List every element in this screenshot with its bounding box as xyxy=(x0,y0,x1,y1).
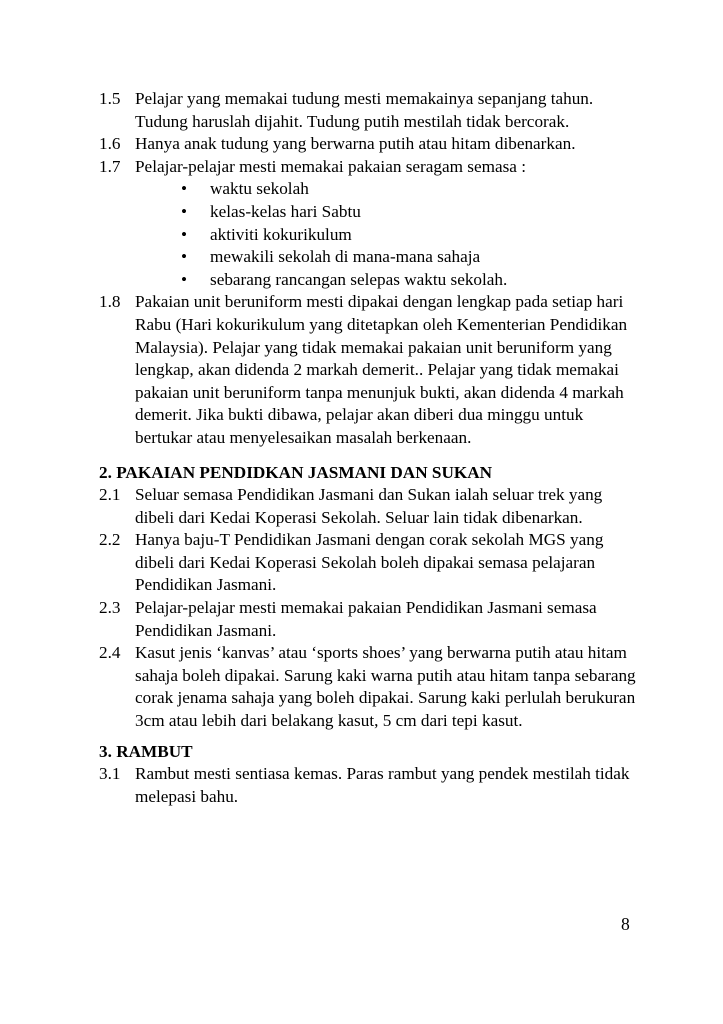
section-heading-hair: 3. RAMBUT xyxy=(99,741,193,761)
list-item-text: mewakili sekolah di mana-mana sahaja xyxy=(210,247,481,267)
item-number: 1.8 xyxy=(99,292,121,312)
list-item-text: sebarang rancangan selepas waktu sekolah. xyxy=(210,269,508,289)
item-2-3 xyxy=(99,597,639,642)
list-item-text: aktiviti kokurikulum xyxy=(210,224,352,244)
list-item-text: waktu sekolah xyxy=(210,179,309,199)
list-item xyxy=(99,201,639,224)
item-1-5 xyxy=(99,88,639,133)
bullet-icon: • xyxy=(181,201,188,221)
item-1-7 xyxy=(99,156,639,179)
item-3-1 xyxy=(99,763,639,808)
item-text: Pelajar-pelajar mesti memakai pakaian Pendidikan Jasmani semasa Pendidikan Jasmani. xyxy=(135,598,597,640)
item-text: Pelajar-pelajar mesti memakai pakaian seragam semasa : xyxy=(135,156,526,176)
item-2-4 xyxy=(99,642,639,732)
item-2-1 xyxy=(99,484,639,529)
bullet-icon: • xyxy=(181,247,188,267)
bullet-icon: • xyxy=(181,269,188,289)
section-spacer xyxy=(99,450,639,462)
item-1-8 xyxy=(99,291,639,449)
section-spacer xyxy=(99,733,639,741)
item-text: Pakaian unit beruniform mesti dipakai dengan lengkap pada setiap hari Rabu (Hari kokurikulum yang ditetapkan oleh Kementerian Pendidikan Malaysia). Pelajar yang tidak memakai pakaian unit beruniform yang lengkap, akan didenda 2 markah demerit.. Pelajar yang tidak memakai pakaian unit beruniform tanpa menunjuk bukti, akan didenda 4 markah demerit. Jika bukti dibawa, pelajar akan diberi dua minggu untuk bertukar atau menyelesaikan masalah berkenaan. xyxy=(135,292,628,447)
item-2-2 xyxy=(99,529,639,597)
item-number: 2.2 xyxy=(99,530,121,550)
item-number: 1.7 xyxy=(99,156,121,176)
page-content xyxy=(99,88,639,808)
item-text: Pelajar yang memakai tudung mesti memakainya sepanjang tahun. Tudung haruslah dijahit. Tudung putih mestilah tidak bercorak. xyxy=(135,89,594,131)
list-item xyxy=(99,246,639,269)
item-text: Seluar semasa Pendidikan Jasmani dan Sukan ialah seluar trek yang dibeli dari Kedai Koperasi Sekolah. Seluar lain tidak dibenarkan. xyxy=(135,485,603,527)
page-number: 8 xyxy=(621,914,630,934)
bullet-icon: • xyxy=(181,224,188,244)
section-heading-pe-attire: 2. PAKAIAN PENDIDKAN JASMANI DAN SUKAN xyxy=(99,462,493,482)
item-text: Hanya anak tudung yang berwarna putih atau hitam dibenarkan. xyxy=(135,134,576,154)
bullet-icon: • xyxy=(181,179,188,199)
item-number: 2.1 xyxy=(99,485,121,505)
item-text: Rambut mesti sentiasa kemas. Paras rambut yang pendek mestilah tidak melepasi bahu. xyxy=(135,764,630,806)
item-number: 1.6 xyxy=(99,134,121,154)
list-item xyxy=(99,224,639,247)
list-item xyxy=(99,178,639,201)
item-number: 1.5 xyxy=(99,89,121,108)
item-1-6 xyxy=(99,133,639,156)
item-text: Kasut jenis ‘kanvas’ atau ‘sports shoes’ yang berwarna putih atau hitam sahaja boleh dipakai. Sarung kaki warna putih atau hitam tanpa sebarang corak jenama sahaja yang boleh dipakai. Sarung kaki perlulah berukuran 3cm atau lebih dari belakang kasut, 5 cm dari tepi kasut. xyxy=(135,643,636,731)
uniform-occasions-list xyxy=(99,178,639,291)
item-text: Hanya baju-T Pendidikan Jasmani dengan corak sekolah MGS yang dibeli dari Kedai Koperasi Sekolah boleh dipakai semasa pelajaran Pendidikan Jasmani. xyxy=(135,530,604,595)
item-number: 3.1 xyxy=(99,764,121,784)
item-number: 2.4 xyxy=(99,643,121,663)
list-item-text: kelas-kelas hari Sabtu xyxy=(210,201,361,221)
list-item xyxy=(99,269,639,292)
item-number: 2.3 xyxy=(99,598,121,618)
